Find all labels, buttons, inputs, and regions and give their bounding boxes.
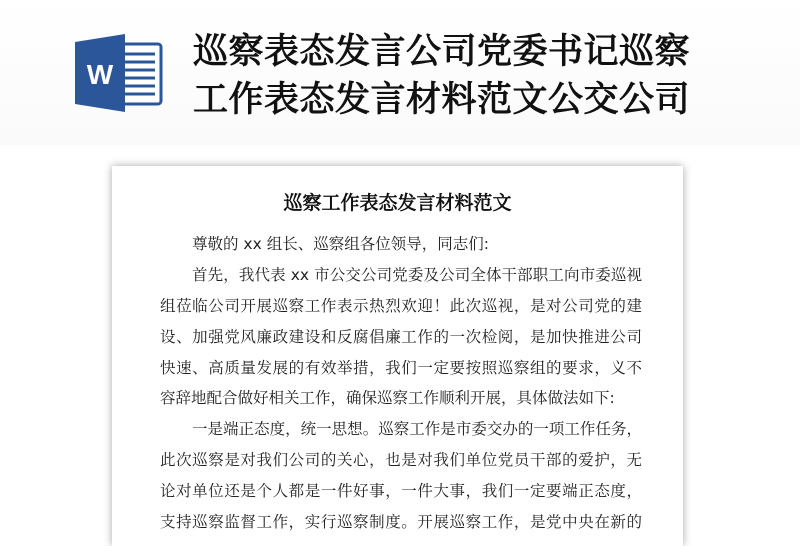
paragraph-line: 一是端正态度，统一思想。巡察工作是市委交办的一项工作任务，	[192, 420, 642, 438]
paragraph-line: 组莅临公司开展巡察工作表示热烈欢迎！此次巡视，是对公司党的建	[160, 297, 642, 315]
paragraph-line: 此次巡察是对我们公司的关心，也是对我们单位党员干部的爱护，无	[160, 451, 642, 469]
paragraph-line: 设、加强党风廉政建设和反腐倡廉工作的一次检阅，是加快推进公司	[160, 328, 642, 346]
paragraph-line: 论对单位还是个人都是一件好事，一件大事，我们一定要端正态度，	[160, 482, 642, 500]
banner-title-line-2: 工作表态发言材料范文公交公司	[193, 80, 691, 120]
header-banner	[0, 0, 800, 145]
paragraph-line: 首先，我代表 xx 市公交公司党委及公司全体干部职工向市委巡视	[192, 266, 642, 284]
document-page	[112, 166, 683, 546]
paragraph-line: 支持巡察监督工作，实行巡察制度。开展巡察工作，是党中央在新的	[160, 513, 642, 531]
document-title: 巡察工作表态发言材料范文	[283, 192, 512, 214]
paragraph-line: 快速、高质量发展的有效举措，我们一定要按照巡察组的要求，义不	[160, 359, 642, 377]
banner-title-line-1: 巡察表态发言公司党委书记巡察	[193, 32, 691, 72]
word-document-icon	[75, 34, 163, 112]
svg-text:W: W	[86, 59, 114, 90]
paragraph-line: 容辞地配合做好相关工作，确保巡察工作顺利开展，具体做法如下:	[160, 389, 615, 407]
salutation: 尊敬的 xx 组长、巡察组各位领导，同志们:	[192, 235, 489, 253]
